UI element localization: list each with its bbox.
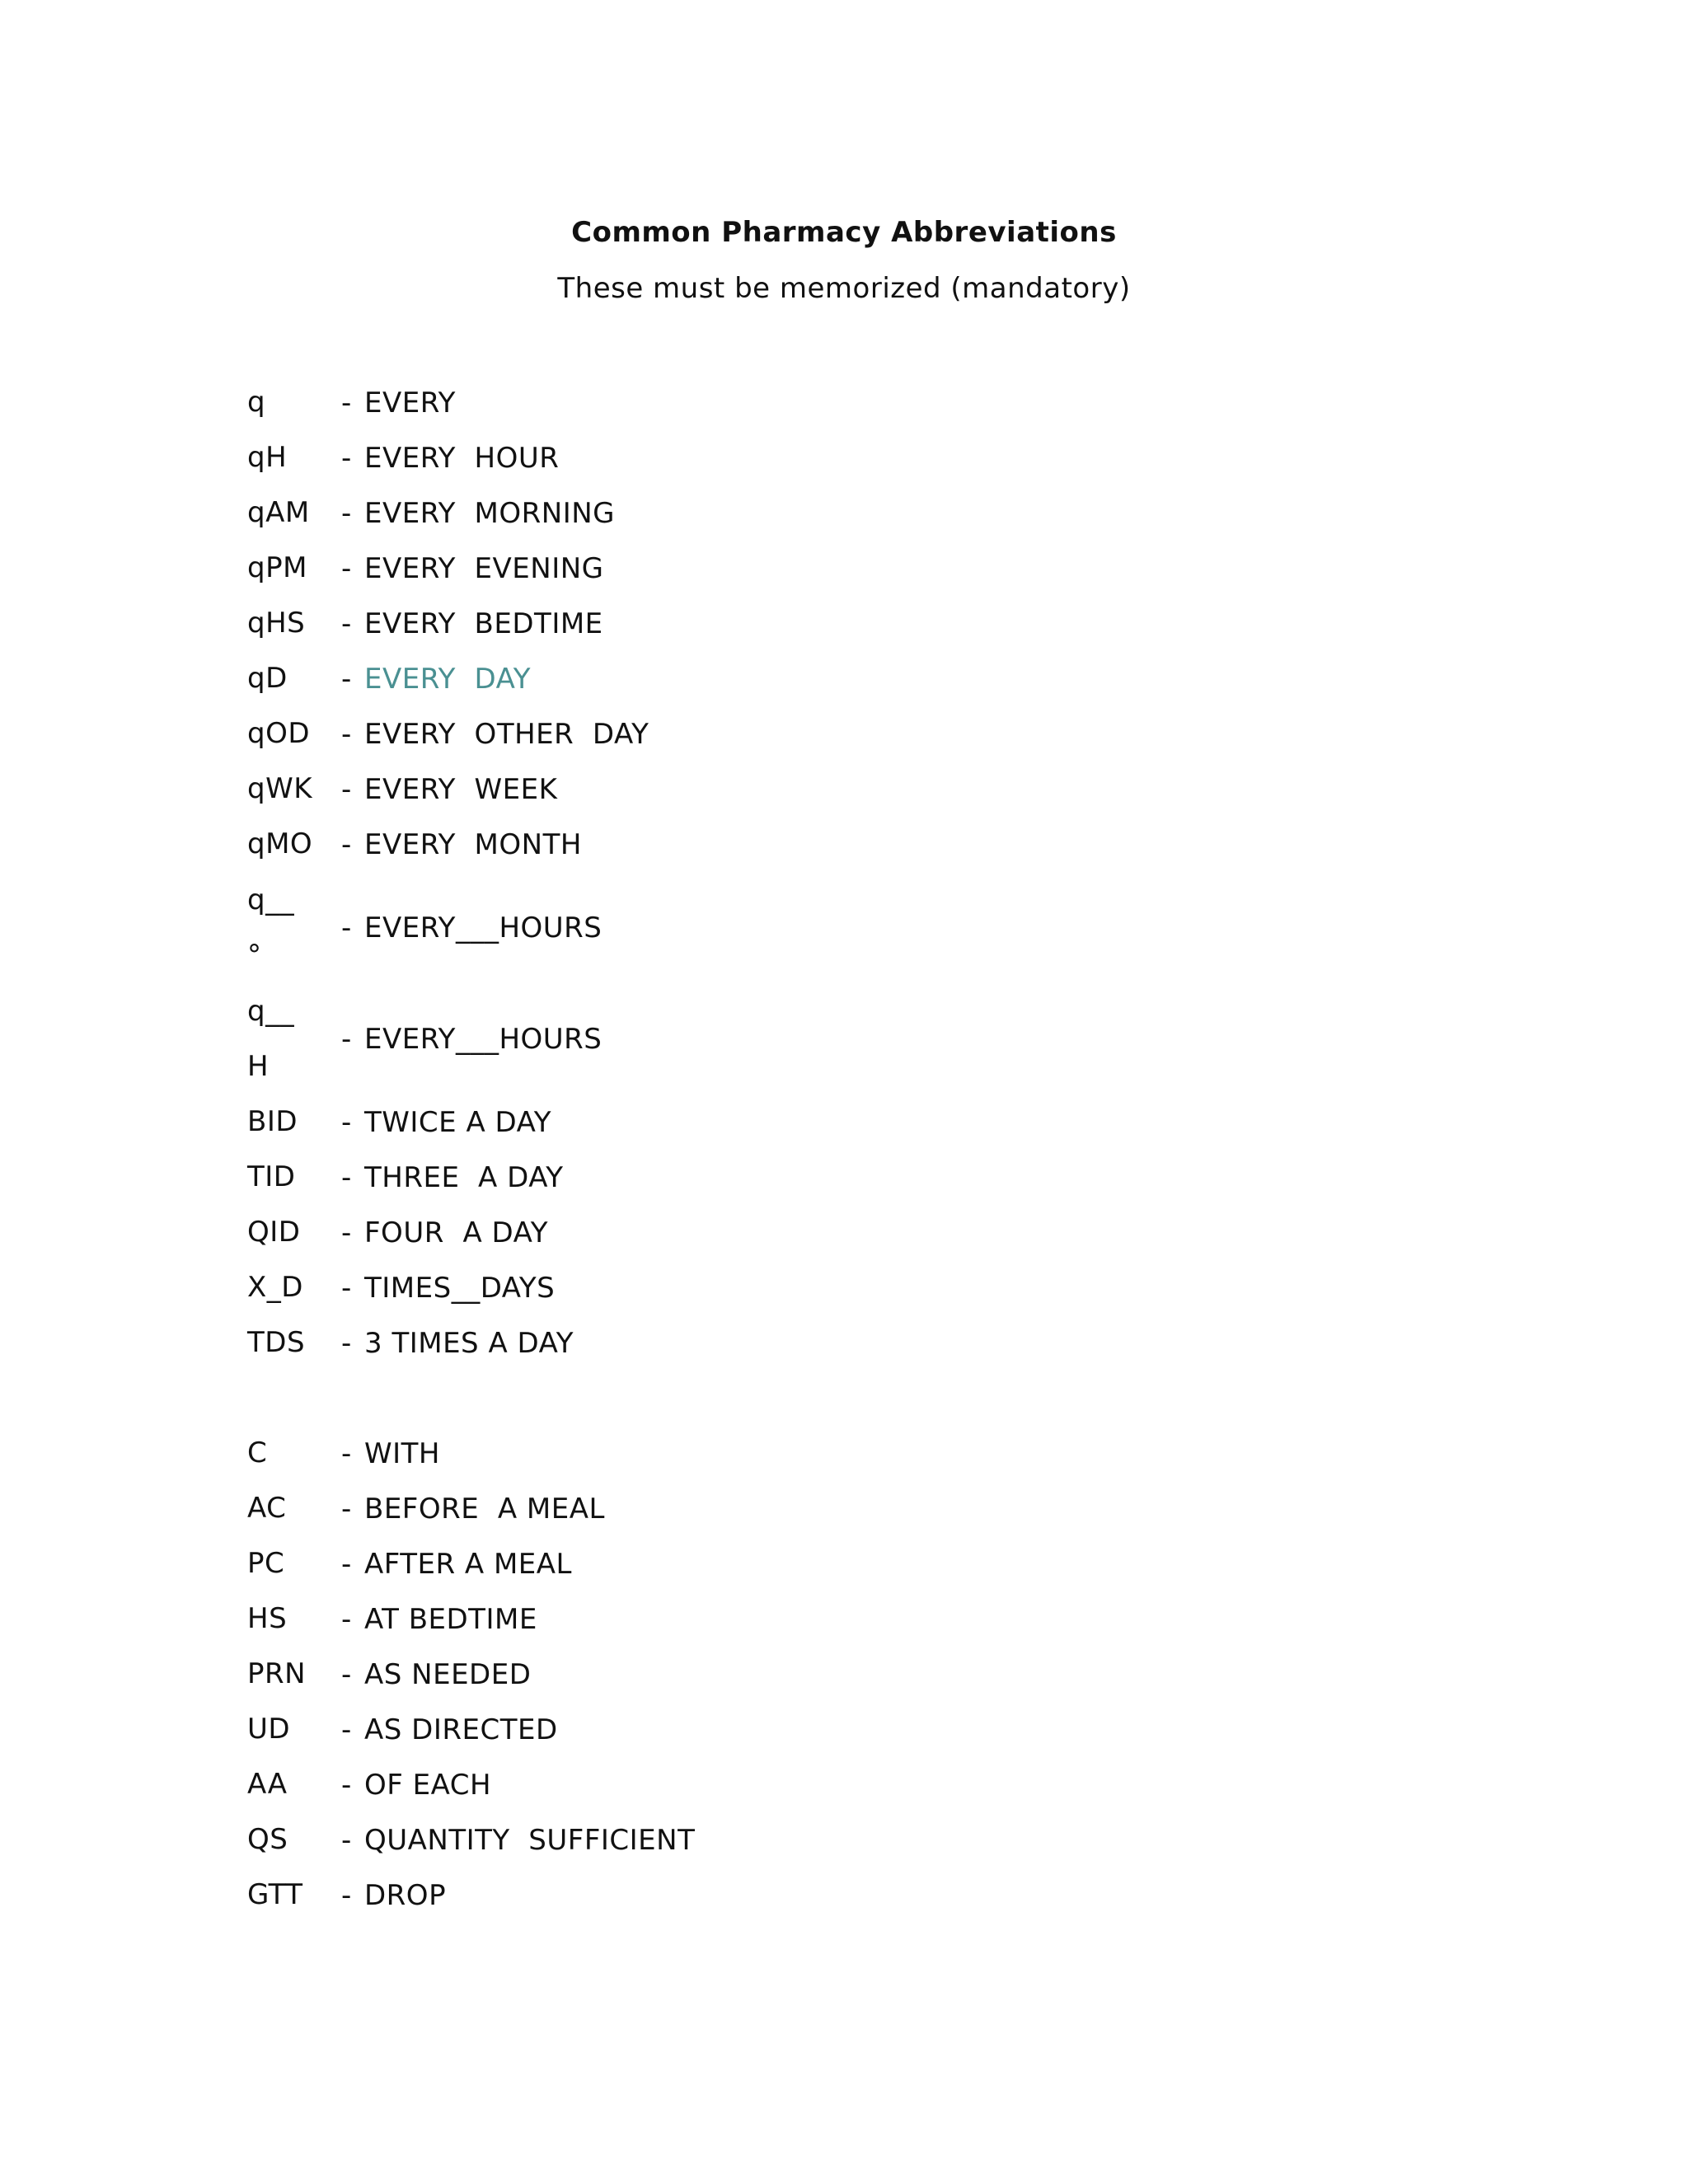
abbreviation-meaning: FOUR A DAY: [364, 1216, 548, 1249]
abbreviation-code: qHS: [247, 607, 306, 640]
abbreviation-row: [247, 872, 1236, 983]
abbreviation-row: [247, 651, 1236, 706]
abbreviation-meaning: AFTER A MEAL: [364, 1547, 572, 1581]
abbreviation-row: [247, 1260, 1236, 1315]
abbreviation-code: q__ H: [247, 994, 295, 1083]
abbreviation-meaning: THREE A DAY: [364, 1160, 564, 1194]
abbreviation-row: [247, 1647, 1236, 1702]
abbreviation-meaning: TWICE A DAY: [364, 1105, 551, 1139]
separator-dash: -: [341, 772, 352, 806]
abbreviation-row: [247, 1094, 1236, 1150]
separator-dash: -: [341, 1657, 352, 1691]
separator-dash: -: [341, 441, 352, 475]
separator-dash: -: [341, 1878, 352, 1912]
page-title: Common Pharmacy Abbreviations: [571, 216, 1117, 249]
abbreviation-row: [247, 375, 1236, 430]
abbreviation-code: C: [247, 1436, 268, 1469]
abbreviation-row: [247, 817, 1236, 872]
abbreviation-code: q: [247, 386, 266, 419]
separator-dash: -: [341, 1022, 352, 1056]
abbreviation-code: AC: [247, 1492, 287, 1525]
separator-dash: -: [341, 1271, 352, 1305]
abbreviation-code: GTT: [247, 1878, 303, 1911]
abbreviation-meaning: BEFORE A MEAL: [364, 1492, 605, 1526]
abbreviation-row: [247, 1702, 1236, 1757]
abbreviation-meaning: EVERY EVENING: [364, 551, 604, 585]
abbreviation-code: QS: [247, 1823, 288, 1856]
separator-dash: -: [341, 827, 352, 861]
abbreviation-row: [247, 596, 1236, 651]
abbreviation-meaning: AT BEDTIME: [364, 1602, 537, 1636]
abbreviation-meaning: EVERY MONTH: [364, 827, 582, 861]
abbreviation-meaning: 3 TIMES A DAY: [364, 1326, 574, 1360]
abbreviation-row: [247, 983, 1236, 1094]
abbreviation-code: PRN: [247, 1657, 307, 1690]
abbreviation-row: [247, 1757, 1236, 1812]
abbreviation-row: [247, 1205, 1236, 1260]
abbreviation-code: HS: [247, 1602, 288, 1635]
abbreviation-row: [247, 1426, 1236, 1481]
abbreviation-code: X_D: [247, 1271, 303, 1304]
separator-dash: -: [341, 911, 352, 944]
abbreviation-meaning: EVERY WEEK: [364, 772, 558, 806]
separator-dash: -: [341, 1105, 352, 1139]
abbreviation-row: [247, 1150, 1236, 1205]
separator-dash: -: [341, 551, 352, 585]
separator-dash: -: [341, 496, 352, 530]
abbreviation-code: TDS: [247, 1326, 306, 1359]
abbreviation-code: qMO: [247, 827, 313, 860]
abbreviation-meaning: EVERY DAY: [364, 662, 532, 696]
abbreviation-code: UD: [247, 1713, 291, 1746]
abbreviation-row: [247, 541, 1236, 596]
abbreviation-code: TID: [247, 1160, 296, 1193]
abbreviation-row: [247, 485, 1236, 541]
abbreviation-meaning: EVERY___HOURS: [364, 1022, 603, 1056]
page-subtitle: These must be memorized (mandatory): [557, 272, 1131, 305]
abbreviation-code: q__ °: [247, 883, 295, 972]
separator-dash: -: [341, 386, 352, 419]
separator-dash: -: [341, 1436, 352, 1470]
abbreviation-meaning: QUANTITY SUFFICIENT: [364, 1823, 696, 1857]
abbreviation-code: PC: [247, 1547, 285, 1580]
abbreviation-row: [247, 706, 1236, 762]
separator-dash: -: [341, 1768, 352, 1802]
abbreviation-meaning: EVERY OTHER DAY: [364, 717, 649, 751]
abbreviation-meaning: WITH: [364, 1436, 440, 1470]
abbreviation-code: qD: [247, 662, 288, 695]
abbreviation-meaning: AS DIRECTED: [364, 1713, 558, 1746]
abbreviation-list: [247, 375, 1236, 1923]
abbreviation-code: qH: [247, 441, 288, 474]
abbreviation-meaning: EVERY BEDTIME: [364, 607, 603, 640]
abbreviation-meaning: EVERY: [364, 386, 456, 419]
separator-dash: -: [341, 1216, 352, 1249]
separator-dash: -: [341, 1602, 352, 1636]
abbreviation-row: [247, 1591, 1236, 1647]
abbreviation-code: qWK: [247, 772, 312, 805]
abbreviation-code: qAM: [247, 496, 310, 529]
abbreviation-code: qPM: [247, 551, 307, 584]
abbreviation-row: [247, 1536, 1236, 1591]
abbreviation-row: [247, 762, 1236, 817]
separator-dash: -: [341, 607, 352, 640]
separator-dash: -: [341, 1823, 352, 1857]
abbreviation-code: BID: [247, 1105, 298, 1138]
separator-dash: -: [341, 1713, 352, 1746]
abbreviation-meaning: AS NEEDED: [364, 1657, 532, 1691]
abbreviation-row: [247, 1481, 1236, 1536]
separator-dash: -: [341, 1547, 352, 1581]
separator-dash: -: [341, 1160, 352, 1194]
abbreviation-code: QID: [247, 1216, 301, 1249]
separator-dash: -: [341, 1326, 352, 1360]
abbreviation-meaning: EVERY___HOURS: [364, 911, 603, 944]
abbreviation-meaning: TIMES__DAYS: [364, 1271, 556, 1305]
separator-dash: -: [341, 1492, 352, 1526]
abbreviation-meaning: DROP: [364, 1878, 447, 1912]
separator-dash: -: [341, 717, 352, 751]
abbreviation-meaning: EVERY MORNING: [364, 496, 616, 530]
abbreviation-meaning: EVERY HOUR: [364, 441, 560, 475]
abbreviation-code: qOD: [247, 717, 311, 750]
abbreviation-row: [247, 1812, 1236, 1868]
abbreviation-row: [247, 1868, 1236, 1923]
abbreviation-code: AA: [247, 1768, 288, 1801]
abbreviation-row: [247, 1315, 1236, 1371]
abbreviation-row: [247, 430, 1236, 485]
abbreviation-meaning: OF EACH: [364, 1768, 492, 1802]
separator-dash: -: [341, 662, 352, 696]
